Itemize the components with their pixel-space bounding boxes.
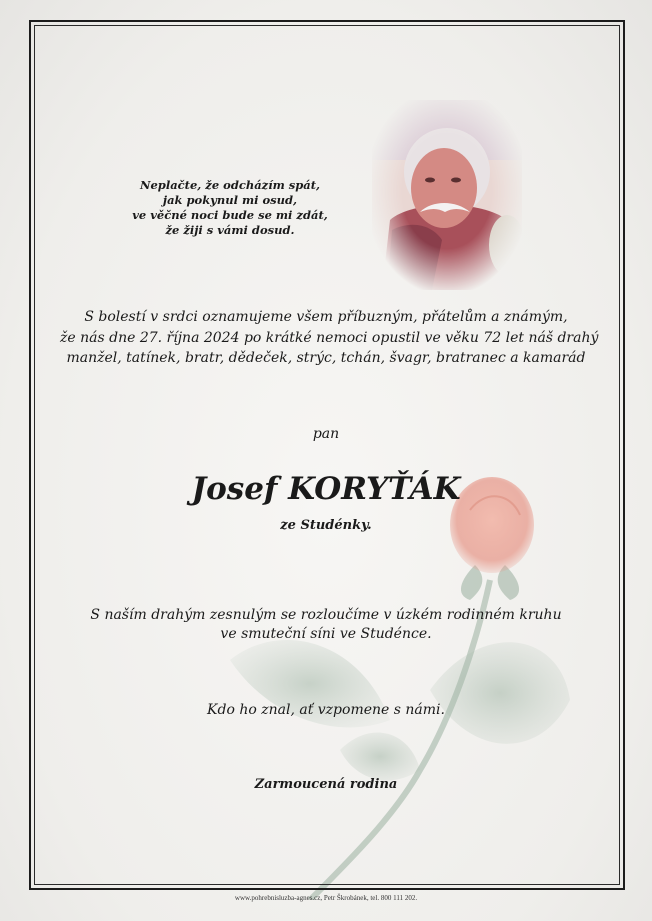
poem-line: že žiji s vámi dosud. bbox=[165, 223, 295, 237]
poem-line: jak pokynul mi osud, bbox=[162, 193, 298, 207]
poem-line: Neplačte, že odcházím spát, bbox=[139, 178, 321, 192]
announcement-line: manžel, tatínek, bratr, dědeček, strýc, tchán, švagr, bratranec a kamarád bbox=[66, 350, 586, 366]
motto: Kdo ho znal, ať vzpomene s námi. bbox=[207, 702, 445, 718]
deceased-origin: ze Studénky. bbox=[280, 518, 372, 533]
farewell-text bbox=[60, 606, 592, 644]
farewell-line: S naším drahým zesnulým se rozloučíme v úzkém rodinném kruhu bbox=[90, 607, 562, 623]
announcement bbox=[60, 307, 599, 369]
announcement-line: S bolestí v srdci oznamujeme všem příbuzným, přátelům a známým, bbox=[84, 309, 568, 325]
first-name: Josef bbox=[191, 471, 278, 507]
footer-contact: www.pohrebnisluzba-agnes.cz, Petr Škrobánek, tel. 800 111 202. bbox=[234, 894, 418, 902]
farewell-line: ve smuteční síni ve Studénce. bbox=[220, 626, 432, 642]
poem-line: ve věčné noci bude se mi zdát, bbox=[132, 208, 328, 222]
announcement-line: že nás dne 27. října 2024 po krátké nemoci opustil ve věku 72 let náš drahý bbox=[60, 329, 599, 346]
deceased-name bbox=[0, 471, 652, 507]
inner-border bbox=[34, 25, 620, 885]
signature: Zarmoucená rodina bbox=[254, 777, 398, 792]
title-word: pan bbox=[312, 426, 340, 442]
poem bbox=[120, 178, 340, 238]
portrait-photo bbox=[372, 100, 522, 290]
last-name: KORYŤÁK bbox=[288, 471, 461, 507]
